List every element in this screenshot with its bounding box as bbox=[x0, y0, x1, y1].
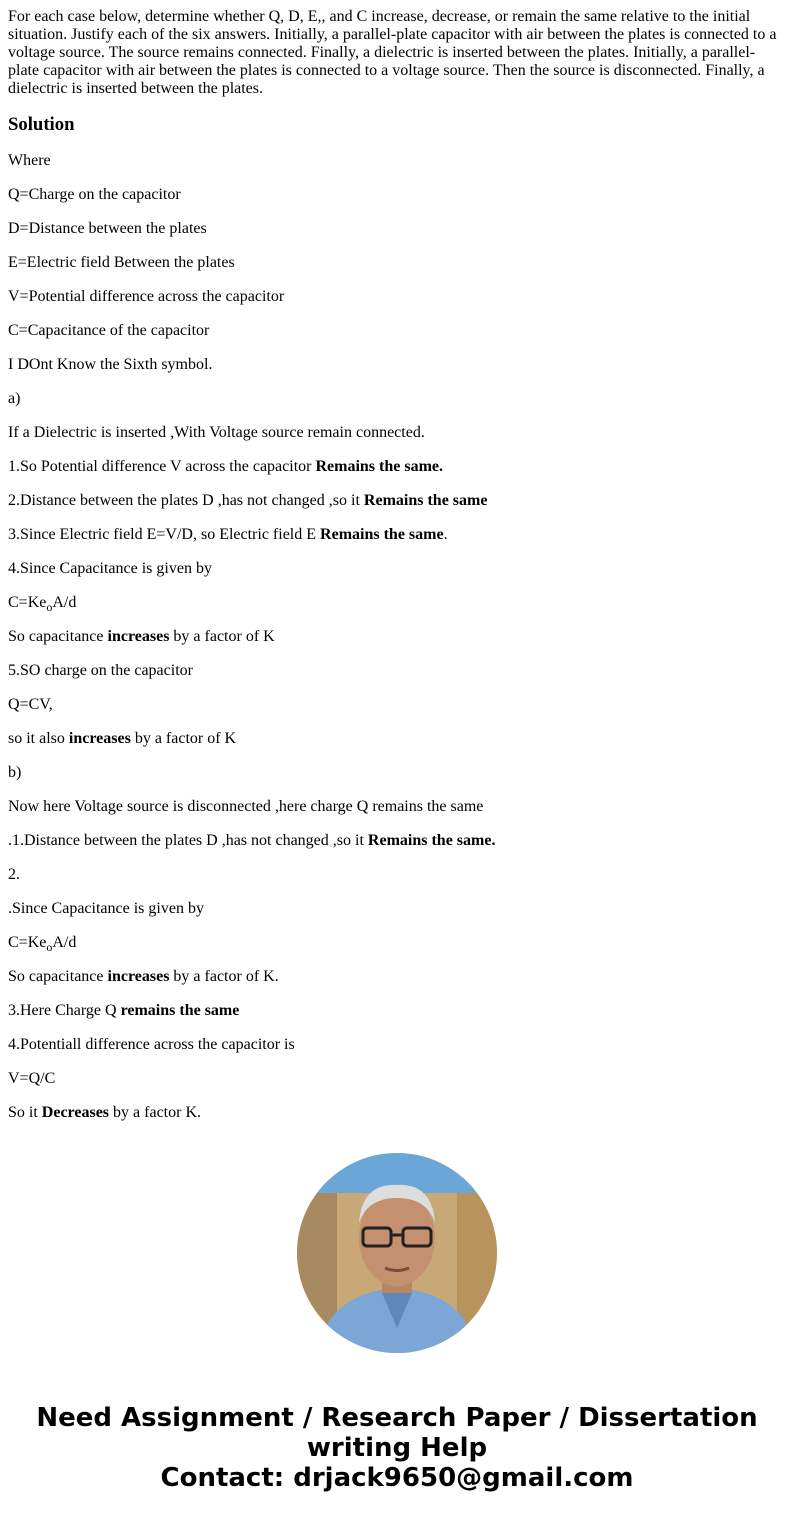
solution-paragraph bbox=[8, 900, 786, 918]
text: So capacitance bbox=[8, 628, 108, 645]
text: by a factor of K. bbox=[169, 968, 279, 985]
solution-paragraph bbox=[8, 1104, 786, 1122]
text: Now here Voltage source is disconnected ,here charge Q remains the same bbox=[8, 798, 484, 815]
solution-paragraph bbox=[8, 424, 786, 442]
footer-contact-text: Contact: drjack9650@gmail.com bbox=[160, 1463, 634, 1493]
subscript-text: o bbox=[46, 940, 53, 954]
bold-text: increases bbox=[107, 968, 170, 985]
bold-text: Remains the same bbox=[363, 492, 488, 509]
solution-paragraph bbox=[8, 288, 786, 306]
text: So it bbox=[8, 1104, 42, 1121]
text: C=Ke bbox=[8, 594, 47, 611]
solution-paragraph bbox=[8, 798, 786, 816]
text: V=Potential difference across the capacitor bbox=[8, 288, 285, 305]
solution-paragraph bbox=[8, 1002, 786, 1020]
text: 3.Here Charge Q bbox=[8, 1002, 121, 1019]
text: 4.Since Capacitance is given by bbox=[8, 560, 212, 577]
text: A/d bbox=[52, 594, 77, 611]
solution-paragraph bbox=[8, 254, 786, 272]
bold-text: Remains the same. bbox=[315, 458, 444, 475]
text: .Since Capacitance is given by bbox=[8, 900, 204, 917]
text: V=Q/C bbox=[8, 1070, 56, 1087]
subscript-text: o bbox=[46, 600, 53, 614]
text: If a Dielectric is inserted ,With Voltage source remain connected. bbox=[8, 424, 425, 441]
solution-paragraph bbox=[8, 492, 786, 510]
solution-paragraph bbox=[8, 1070, 786, 1088]
solution-paragraph bbox=[8, 764, 786, 782]
text: 2. bbox=[8, 866, 20, 883]
bold-text: increases bbox=[107, 628, 170, 645]
text: C=Ke bbox=[8, 934, 47, 951]
bold-text: Decreases bbox=[41, 1104, 110, 1121]
text: D=Distance between the plates bbox=[8, 220, 207, 237]
document-content bbox=[8, 8, 786, 1122]
solution-paragraph bbox=[8, 968, 786, 986]
text: Q=Charge on the capacitor bbox=[8, 186, 181, 203]
solution-paragraph bbox=[8, 458, 786, 476]
solution-heading: Solution bbox=[8, 114, 75, 135]
solution-paragraph bbox=[8, 322, 786, 340]
footer-banner bbox=[0, 1403, 794, 1493]
text: so it also bbox=[8, 730, 69, 747]
solution-paragraph bbox=[8, 730, 786, 748]
text: 4.Potentiall difference across the capacitor is bbox=[8, 1036, 295, 1053]
solution-paragraph bbox=[8, 1036, 786, 1054]
solution-paragraph bbox=[8, 526, 786, 544]
text: 1.So Potential difference V across the capacitor bbox=[8, 458, 316, 475]
solution-paragraph bbox=[8, 152, 786, 170]
text: Q=CV, bbox=[8, 696, 53, 713]
solution-paragraph bbox=[8, 220, 786, 238]
solution-paragraph bbox=[8, 696, 786, 714]
text: 2.Distance between the plates D ,has not changed ,so it bbox=[8, 492, 364, 509]
footer-help-text: Need Assignment / Research Paper / Dissertation writing Help bbox=[36, 1403, 758, 1463]
bold-text: Remains the same bbox=[320, 526, 444, 543]
solution-paragraph bbox=[8, 594, 786, 612]
solution-paragraph bbox=[8, 662, 786, 680]
solution-paragraph bbox=[8, 356, 786, 374]
text: A/d bbox=[52, 934, 77, 951]
bold-text: remains the same bbox=[120, 1002, 240, 1019]
text: Where bbox=[8, 152, 51, 169]
solution-body bbox=[8, 152, 786, 1122]
text: C=Capacitance of the capacitor bbox=[8, 322, 210, 339]
solution-paragraph bbox=[8, 390, 786, 408]
text: E=Electric field Between the plates bbox=[8, 254, 235, 271]
text: I DOnt Know the Sixth symbol. bbox=[8, 356, 213, 373]
text: a) bbox=[8, 390, 21, 407]
text: . bbox=[443, 526, 448, 543]
solution-paragraph bbox=[8, 866, 786, 884]
person-avatar-icon bbox=[297, 1153, 497, 1353]
text: by a factor K. bbox=[109, 1104, 201, 1121]
solution-paragraph bbox=[8, 560, 786, 578]
bold-text: Remains the same. bbox=[367, 832, 496, 849]
text: So capacitance bbox=[8, 968, 108, 985]
solution-paragraph bbox=[8, 832, 786, 850]
text: by a factor of K bbox=[169, 628, 275, 645]
solution-paragraph bbox=[8, 628, 786, 646]
text: 3.Since Electric field E=V/D, so Electric field E bbox=[8, 526, 321, 543]
question-text: For each case below, determine whether Q, D, E,, and C increase, decrease, or remain the same relative to the initial situation. Justify each of the six answers. Initially, a parallel-plate capacitor with air between the plates is connected to a voltage source. The source remains connected. Finally, a dielectric is inserted between the plates. Initially, a parallel-plate capacitor with air between the plates is connected to a voltage source. Then the source is disconnected. Finally, a dielectric is inserted between the plates. bbox=[8, 8, 777, 97]
text: by a factor of K bbox=[130, 730, 237, 747]
text: b) bbox=[8, 764, 22, 781]
solution-paragraph bbox=[8, 186, 786, 204]
text: .1.Distance between the plates D ,has not changed ,so it bbox=[8, 832, 368, 849]
text: 5.SO charge on the capacitor bbox=[8, 662, 193, 679]
solution-paragraph bbox=[8, 934, 786, 952]
author-photo bbox=[297, 1153, 497, 1353]
bold-text: increases bbox=[68, 730, 131, 747]
